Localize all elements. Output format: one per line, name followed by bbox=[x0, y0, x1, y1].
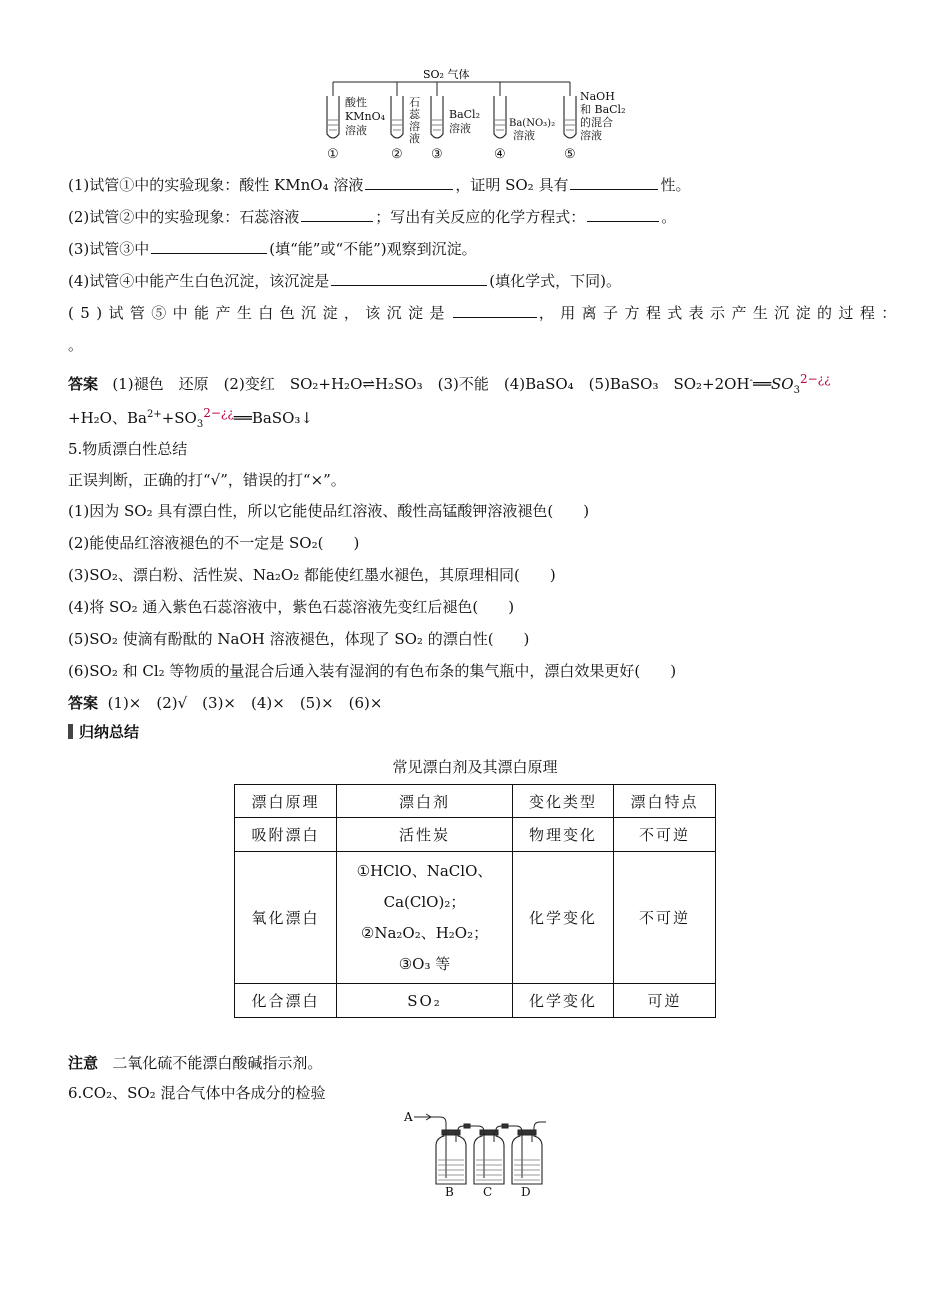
tube-1-number: ① bbox=[327, 147, 339, 162]
section-marker-icon bbox=[68, 724, 73, 739]
judge-item-2: (2)能使品红溶液褪色的不一定是 SO₂( ) bbox=[68, 534, 360, 552]
tube-5-label-a: NaOH bbox=[580, 90, 615, 103]
table-caption: 常见漂白剂及其漂白原理 bbox=[392, 758, 558, 776]
answer-label: 答案 bbox=[68, 375, 99, 393]
question-5: (5)试管⑤中能产生白色沉淀，该沉淀是 ，用离子方程式表示产生沉淀的过程： bbox=[68, 304, 903, 322]
tube-2-label-b: 蕊 bbox=[409, 108, 420, 121]
question-3: (3)试管③中 (填“能”或“不能”)观察到沉淀。 bbox=[68, 240, 477, 258]
tube-3-label-a: BaCl₂ bbox=[449, 108, 480, 121]
test-tube-figure bbox=[325, 66, 635, 166]
header-feature: 漂白特点 bbox=[614, 785, 716, 818]
bleach-table bbox=[234, 784, 716, 1018]
section-5-heading: 5.物质漂白性总结 bbox=[68, 440, 188, 458]
answer-blank[interactable] bbox=[570, 174, 658, 190]
question-1: (1)试管①中的实验现象：酸性 KMnO₄ 溶液 ，证明 SO₂ 具有 性。 bbox=[68, 176, 691, 194]
answer-blank[interactable] bbox=[301, 206, 373, 222]
judge-item-4: (4)将 SO₂ 通入紫色石蕊溶液中，紫色石蕊溶液先变红后褪色( ) bbox=[68, 598, 515, 616]
table-header-row bbox=[235, 785, 716, 818]
bottle-b-label: B bbox=[445, 1185, 454, 1198]
gas-label: SO₂ 气体 bbox=[423, 68, 470, 81]
summary-heading: 归纳总结 bbox=[68, 721, 139, 743]
judge-item-6: (6)SO₂ 和 Cl₂ 等物质的量混合后通入装有湿润的有色布条的集气瓶中，漂白效果更好( ) bbox=[68, 662, 677, 680]
inlet-label: A bbox=[404, 1110, 413, 1124]
tube-1-label-b: KMnO₄ bbox=[345, 110, 385, 123]
header-type: 变化类型 bbox=[513, 785, 614, 818]
tube-2-number: ② bbox=[391, 147, 403, 162]
bottle-d-label: D bbox=[521, 1185, 531, 1198]
tube-4-label-b: 溶液 bbox=[513, 129, 535, 142]
tube-5-label-b: 和 BaCl₂ bbox=[580, 103, 626, 116]
answer-line-2: +H₂O、$Ba^{2+}+SO_3^{2-¿¿}══BaSO_3↓$ bbox=[68, 406, 313, 430]
tube-3-number: ③ bbox=[431, 147, 443, 162]
answer-line-1: 答案 (1)褪色 还原 (2)变红 SO₂+H₂O⇌H₂SO₃ (3)不能 (4)BaSO₄ (5)BaSO₃ $SO_2+2OH^-══SO_3^{2-¿¿}$ bbox=[68, 372, 831, 396]
table-row: 化合漂白 SO₂ 化学变化 可逆 bbox=[235, 984, 716, 1018]
note: 注意 二氧化硫不能漂白酸碱指示剂。 bbox=[68, 1054, 323, 1072]
tube-1-label-a: 酸性 bbox=[345, 96, 367, 109]
answer-blank[interactable] bbox=[587, 206, 659, 222]
question-5-end: 。 bbox=[68, 336, 84, 354]
tube-3-label-b: 溶液 bbox=[449, 122, 471, 135]
judge-item-5: (5)SO₂ 使滴有酚酞的 NaOH 溶液褪色，体现了 SO₂ 的漂白性( ) bbox=[68, 630, 530, 648]
table-row: 吸附漂白 活性炭 物理变化 不可逆 bbox=[235, 818, 716, 852]
answer-blank[interactable] bbox=[453, 302, 537, 318]
answer-blank[interactable] bbox=[151, 238, 267, 254]
tube-2-label-d: 液 bbox=[409, 132, 420, 145]
section-5-intro: 正误判断，正确的打“√”，错误的打“×”。 bbox=[68, 471, 346, 489]
tube-1-label-c: 溶液 bbox=[345, 124, 367, 137]
answer-blank[interactable] bbox=[331, 270, 487, 286]
tube-2-label-c: 溶 bbox=[409, 120, 420, 133]
judge-item-3: (3)SO₂、漂白粉、活性炭、Na₂O₂ 都能使红墨水褪色，其原理相同( ) bbox=[68, 566, 556, 584]
header-agent: 漂白剂 bbox=[337, 785, 513, 818]
bottle-c-label: C bbox=[483, 1185, 493, 1198]
answer-blank[interactable] bbox=[365, 174, 453, 190]
judge-item-1: (1)因为 SO₂ 具有漂白性，所以它能使品红溶液、酸性高锰酸钾溶液褪色( ) bbox=[68, 502, 590, 520]
question-4: (4)试管④中能产生白色沉淀，该沉淀是 (填化学式，下同)。 bbox=[68, 272, 621, 290]
tube-5-label-d: 溶液 bbox=[580, 129, 602, 142]
tube-5-number: ⑤ bbox=[564, 147, 576, 162]
table-row: 氧化漂白 ①HClO、NaClO、 Ca(ClO)₂； ②Na₂O₂、H₂O₂； ③O₃ 等 化学变化 不可逆 bbox=[235, 852, 716, 984]
tube-4-label-a: Ba(NO₃)₂ bbox=[509, 118, 556, 129]
tube-5-label-c: 的混合 bbox=[580, 116, 613, 129]
question-2: (2)试管②中的实验现象：石蕊溶液 ；写出有关反应的化学方程式： 。 bbox=[68, 208, 677, 226]
header-principle: 漂白原理 bbox=[235, 785, 337, 818]
wash-bottle-figure bbox=[400, 1108, 550, 1198]
section-5-answer: 答案 (1)× (2)√ (3)× (4)× (5)× (6)× bbox=[68, 694, 383, 712]
section-6-heading: 6.CO₂、SO₂ 混合气体中各成分的检验 bbox=[68, 1084, 326, 1102]
tube-4-number: ④ bbox=[494, 147, 506, 162]
tube-2-label-a: 石 bbox=[409, 96, 420, 109]
